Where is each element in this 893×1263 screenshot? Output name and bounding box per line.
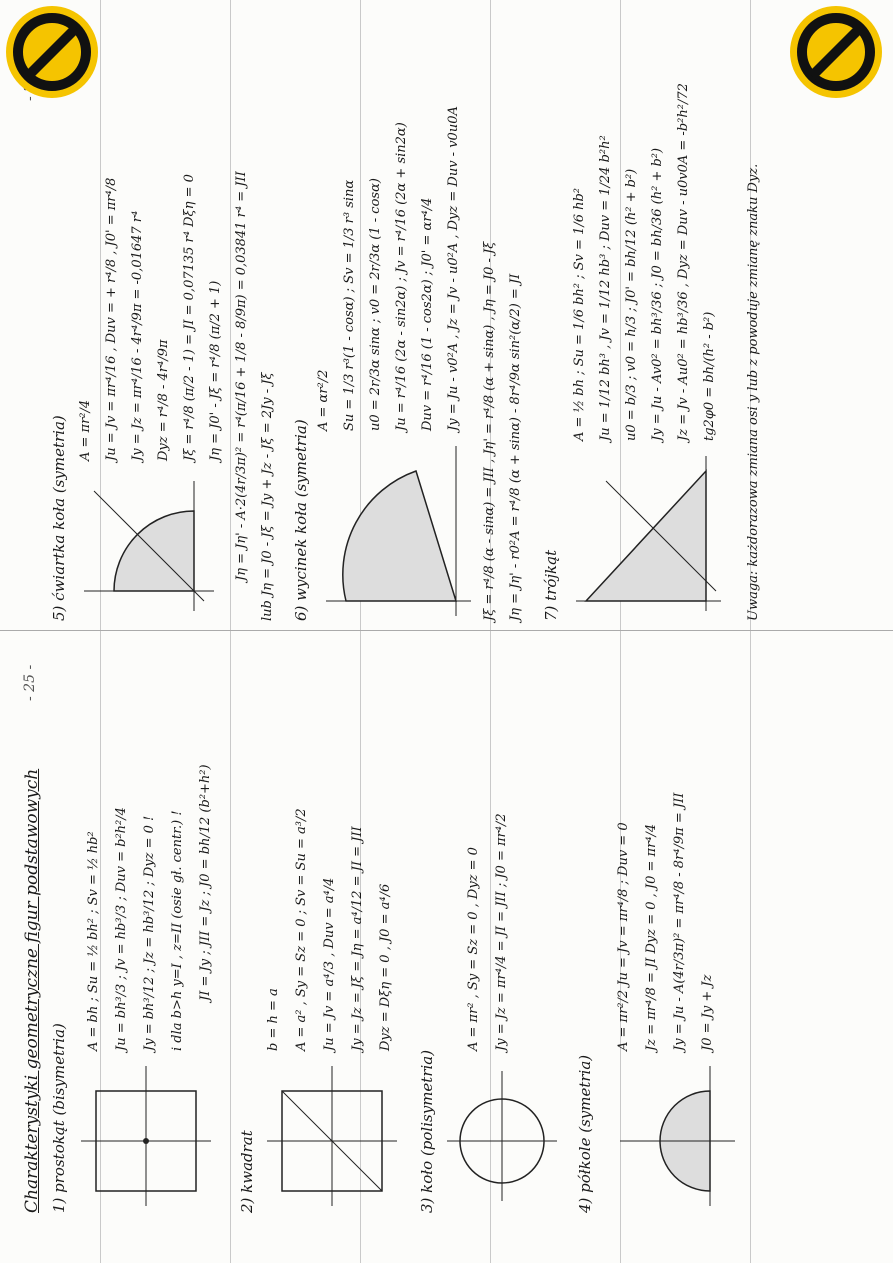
section-6-line-5: Duv = r⁴/16 (1 - cos2α) ; J0' = αr⁴/4 [420,197,435,431]
section-7-line-4: Jy = Ju - Av0² = bh³/36 ; J0 = bh/36 (h² + b²) [650,147,665,441]
section-6-line-8: Jη = Jη' - r0²A = r⁴/8 (α + sinα) - 8r⁴/9α sin²(α/2) = JI [508,273,523,621]
section-5-line-5: Jξ = r⁴/8 (π/2 - 1) = JI = 0,07135 r⁴ Dξη = 0 [182,174,197,461]
section-3-label: 3) koło (polisymetria) [418,1049,436,1213]
section-1-line-1: A = bh ; Su = ½ bh² ; Sv = ½ hb² [86,831,101,1051]
section-6-line-1: A = αr²/2 [316,369,331,431]
section-6-line-4: Ju = r⁴/16 (2α - sin2α) ; Jv = r⁴/16 (2α + sin2α) [394,122,409,431]
section-4-line-1: A = πr²/2 Ju = Jv = πr⁴/8 ; Duv = 0 [616,822,631,1051]
semicircle-figure [600,1061,740,1211]
square-figure [262,1061,402,1211]
triangle-figure [566,451,726,621]
section-7-line-6: tg2φ0 = bh/(h² - b²) [702,311,717,441]
section-6-label: 6) wycinek koła (symetria) [292,419,310,621]
rectangle-figure [76,1061,216,1211]
section-4-line-4: J0 = Jy + Jz [700,974,715,1051]
section-1-line-3: Jy = bh³/12 ; Jz = hb³/12 ; Dyz = 0 ! [142,815,157,1051]
page-number-left: - 25 - [22,664,38,701]
circular-sector-figure [316,441,476,621]
section-4-line-2: Jz = πr⁴/8 = JI Dyz = 0 , J0 = πr⁴/4 [644,823,659,1051]
circle-figure [442,1061,562,1211]
no-entry-icon [2,2,102,102]
section-2-label: 2) kwadrat [238,1130,256,1213]
section-5-line-2: Ju = Jv = πr⁴/16 , Duv = + r⁴/8 , J0' = πr⁴/8 [104,177,119,461]
section-7-note: Uwaga: każdorazowa zmiana osi y lub z powoduje zmianę znaku Dyz. [746,163,761,621]
section-2-line-5: Dyz = Dξη = 0 , J0 = a⁴/6 [378,883,393,1051]
section-7-label: 7) trójkąt [542,549,560,621]
section-7-line-1: A = ½ bh ; Su = 1/6 bh² ; Sv = 1/6 hb² [572,187,587,441]
section-3-line-2: Jy = Jz = πr⁴/4 = JI = JII ; J0 = πr⁴/2 [494,813,509,1051]
section-6-line-7: Jξ = r⁴/8 (α - sinα) = JII , Jη' = r⁴/8 (α + sinα) , Jη = J0 - Jξ [482,241,497,621]
section-6-line-2: Su = 1/3 r³(1 - cosα) ; Sv = 1/3 r³ sinα [342,179,357,431]
page-title: Charakterystyki geometryczne figur podstawowych [22,768,42,1213]
section-1-label: 1) prostokąt (bisymetria) [50,1023,68,1213]
no-entry-icon [786,2,886,102]
section-2-line-1: b = h = a [266,988,281,1051]
section-6-line-6: Jy = Ju - v0²A , Jz = Jv - u0²A , Dyz = Duv - v0u0A [446,106,461,431]
section-5-line-8: lub Jη = J0 - Jξ = Jy + Jz - Jξ = 2Jy - Jξ [260,372,275,621]
section-5-label: 5) ćwiartka koła (symetria) [50,415,68,621]
section-5-line-7: Jη = Jη' - A·2(4r/3π)² = r⁴(π/16 + 1/8 - 8/9π) = 0,03841 r⁴ = JII [234,171,249,581]
section-4-line-3: Jy = Ju - A(4r/3π)² = πr⁴/8 - 8r⁴/9π = JII [672,792,687,1051]
section-2-line-2: A = a² , Sy = Sz = 0 ; Sv = Su = a³/2 [294,808,309,1051]
section-1-line-2: Ju = bh³/3 ; Jv = hb³/3 ; Duv = b²h²/4 [114,807,129,1051]
section-3-line-1: A = πr² , Sy = Sz = 0 , Dyz = 0 [466,847,481,1051]
section-4-label: 4) półkole (symetria) [576,1054,594,1213]
section-1-line-4: i dla b>h y=I , z=II (osie gł. centr.) ! [170,810,185,1051]
section-1-line-5: JI = Jy ; JII = Jz ; J0 = bh/12 (b²+h²) [198,764,213,1001]
section-2-line-3: Ju = Jv = a⁴/3 , Duv = a⁴/4 [322,877,337,1051]
section-7-line-3: u0 = b/3 ; v0 = h/3 ; J0' = bh/12 (h² + b²) [624,168,639,441]
section-5-line-4: Dyz = r⁴/8 - 4r⁴/9π [156,339,171,461]
section-5-line-6: Jη = J0' - Jξ = r⁴/8 (π/2 + 1) [208,280,223,461]
section-6-line-3: u0 = 2r/3α sinα ; v0 = 2r/3α (1 - cosα) [368,178,383,431]
section-5-line-1: A = πr²/4 [78,399,93,461]
section-7-line-2: Ju = 1/12 bh³ , Jv = 1/12 hb³ ; Duv = 1/24 b²h² [598,135,613,441]
section-2-line-4: Jy = Jz = Jξ = Jη = a⁴/12 = JI = JII [350,826,365,1051]
section-5-line-3: Jy = Jz = πr⁴/16 - 4r⁴/9π = -0,01647 r⁴ [130,210,145,461]
quarter-circle-figure [74,471,224,621]
section-7-line-5: Jz = Jv - Au0² = hb³/36 , Dyz = Duv - u0v0A = -b²h²/72 [676,83,691,441]
rotated-sheet [16,41,876,1221]
